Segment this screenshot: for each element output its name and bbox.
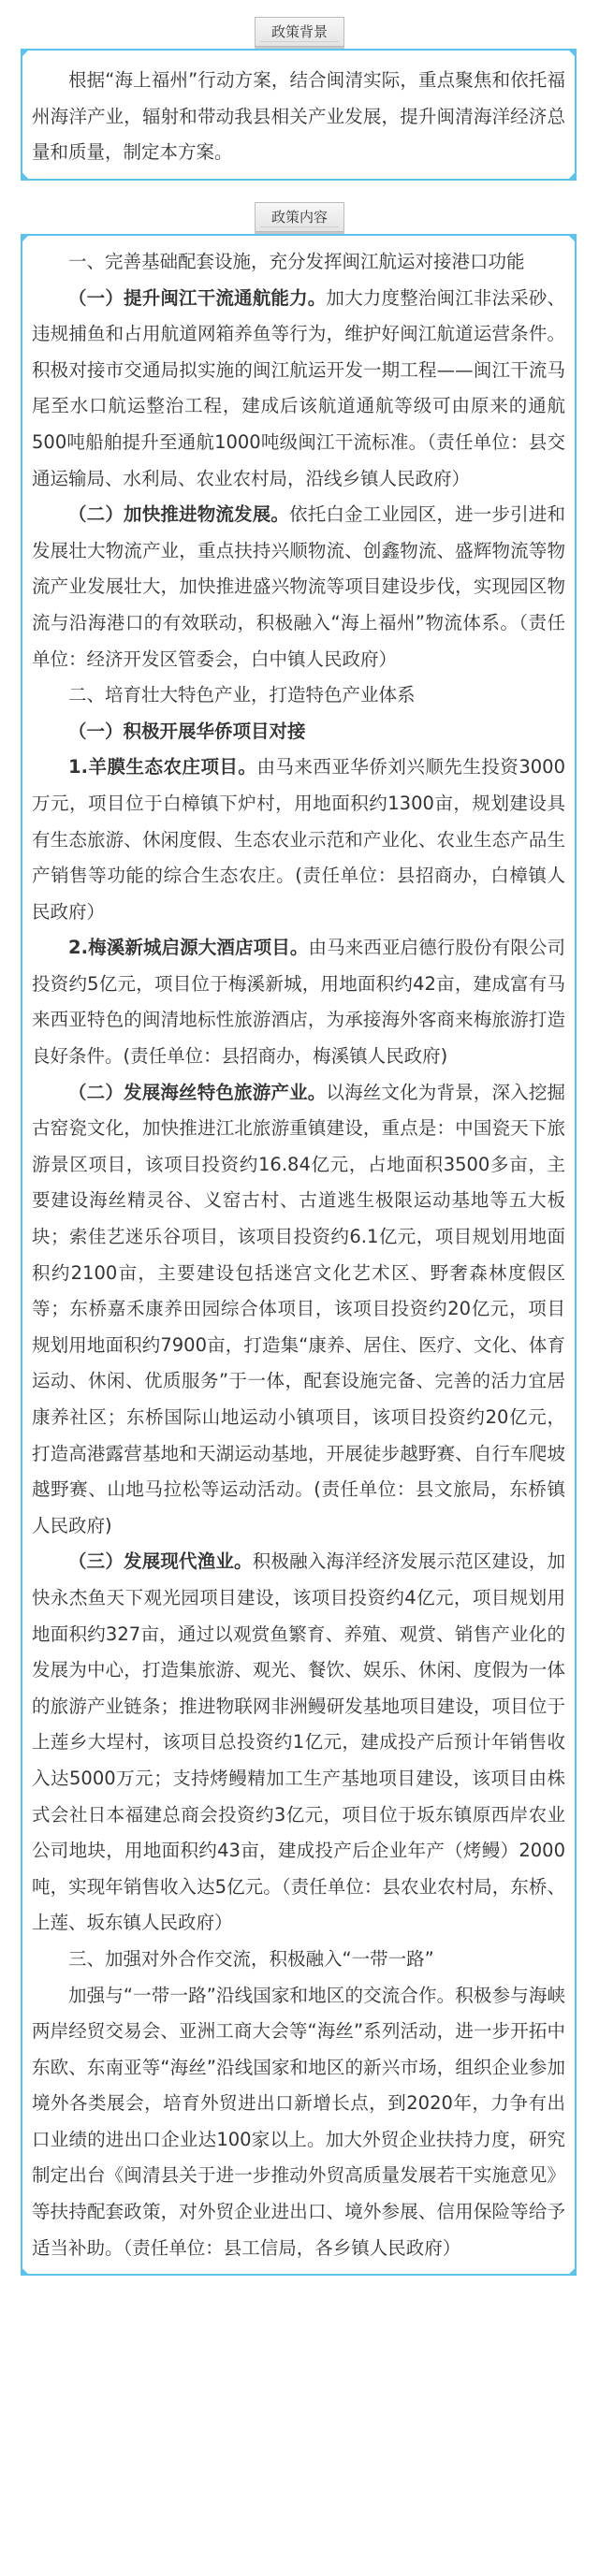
subheading: （一）积极开展华侨项目对接: [68, 720, 306, 742]
paragraph: 1.羊膜生态农庄项目。由马来西亚华侨刘兴顺先生投资3000万元，项目位于白樟镇下炉村，用地面积约1300亩，规划建设具有生态旅游、休闲度假、生态农业示范和产业化、农业生态产品生产销售等功能的综合生态农庄。(责任单位：县招商办，白樟镇人民政府）: [32, 756, 565, 923]
section-label-content: [0, 202, 599, 232]
corner-decoration: [21, 234, 30, 243]
corner-decoration: [567, 49, 577, 58]
paragraph: （三）发展现代渔业。积极融入海洋经济发展示范区建设，加快永杰鱼天下观光园项目建设，该项目投资约4亿元，项目规划用地面积约327亩，通过以观赏鱼繁育、养殖、观赏、销售产业化的发展为中心，打造集旅游、观光、餐饮、娱乐、休闲、度假为一体的旅游产业链条；推进物联网非洲鳗研发基地项目建设，项目位于上莲乡大埕村，该项目总投资约1亿元，建成投产后预计年销售收入达5000万元；支持烤鳗精加工生产基地项目建设，该项目由株式会社日本福建总商会投资约3亿元，项目位于坂东镇原西岸农业公司地块，用地面积约43亩，建成投产后企业年产（烤鳗）2000吨，实现年销售收入达5亿元。（责任单位：县农业农村局，东桥、上莲、坂东镇人民政府）: [32, 1550, 565, 1934]
section-title: 政策内容: [255, 202, 344, 232]
paragraph: （二）加快推进物流发展。依托白金工业园区，进一步引进和发展壮大物流产业，重点扶持兴顺物流、创鑫物流、盛辉物流等物流产业发展壮大，加快推进盛兴物流等项目建设步伐，实现园区物流与沿海港口的有效联动，积极融入“海上福州”物流体系。（责任单位：经济开发区管委会，白中镇人民政府）: [32, 503, 565, 670]
section-title: 政策背景: [255, 17, 344, 47]
corner-decoration: [567, 2266, 577, 2276]
corner-decoration: [21, 49, 30, 58]
corner-decoration: [567, 234, 577, 243]
paragraph: 2.梅溪新城启源大酒店项目。由马来西亚启德行股份有限公司投资约5亿元，项目位于梅溪新城，用地面积约42亩，建成富有马来西亚特色的闽清地标性旅游酒店，为承接海外客商来梅旅游打造良好条件。(责任单位：县招商办，梅溪镇人民政府): [32, 937, 565, 1068]
heading-3: 三、加强对外合作交流，积极融入“一带一路”: [68, 1947, 434, 1970]
corner-decoration: [21, 2266, 30, 2276]
paragraph: （一）提升闽江干流通航能力。加大力度整治闽江非法采砂、违规捕鱼和占用航道网箱养鱼等行为，维护好闽江航道运营条件。积极对接市交通局拟实施的闽江航运开发一期工程——闽江干流马尾至水口航运整治工程，建成后该航道通航等级可由原来的通航500吨船舶提升至通航1000吨级闽江干流标准。（责任单位：县交通运输局、水利局、农业农村局，沿线乡镇人民政府）: [32, 286, 565, 489]
content-panel: [21, 234, 577, 2276]
paragraph: 加强与“一带一路”沿线国家和地区的交流合作。积极参与海峡两岸经贸交易会、亚洲工商大会等“海丝”系列活动，进一步开拓中东欧、东南亚等“海丝”沿线国家和地区的新兴市场，组织企业参加境外各类展会，培育外贸进出口新增长点，到2020年，力争有出口业绩的进出口企业达100家以上。加大外贸企业扶持力度，研究制定出台《闽清县关于进一步推动外贸高质量发展若干实施意见》等扶持配套政策，对外贸企业进出口、境外参展、信用保险等给予适当补助。（责任单位：县工信局，各乡镇人民政府）: [32, 1984, 565, 2259]
paragraph: 根据“海上福州”行动方案，结合闽清实际，重点聚焦和依托福州海洋产业，辐射和带动我县相关产业发展，提升闽清海洋经济总量和质量，制定本方案。: [32, 69, 565, 164]
background-panel: [21, 49, 577, 181]
corner-decoration: [567, 171, 577, 181]
paragraph: （二）发展海丝特色旅游产业。以海丝文化为背景，深入挖掘古窑瓷文化，加快推进江北旅游重镇建设，重点是：中国瓷天下旅游景区项目，该项目投资约16.84亿元，占地面积3500多亩，主要建设海丝精灵谷、义窑古村、古道逃生极限运动基地等五大板块；索佳艺迷乐谷项目，该项目投资约6.1亿元，项目规划用地面积约2100亩，主要建设包括迷宫文化艺术区、野奢森林度假区等；东桥嘉禾康养田园综合体项目，该项目投资约20亿元，项目规划用地面积约7900亩，打造集“康养、居住、医疗、文化、体育运动、休闲、优质服务”于一体，配套设施完备、完善的活力宜居康养社区；东桥国际山地运动小镇项目，该项目投资约20亿元，打造高港露营基地和天湖运动基地，开展徒步越野赛、自行车爬坡越野赛、山地马拉松等运动活动。(责任单位：县文旅局，东桥镇人民政府): [32, 1081, 565, 1536]
heading-1: 一、完善基础配套设施，充分发挥闽江航运对接港口功能: [68, 251, 525, 272]
section-label-background: [0, 17, 599, 47]
heading-2: 二、培育壮大特色产业，打造特色产业体系: [68, 684, 416, 706]
corner-decoration: [21, 171, 30, 181]
